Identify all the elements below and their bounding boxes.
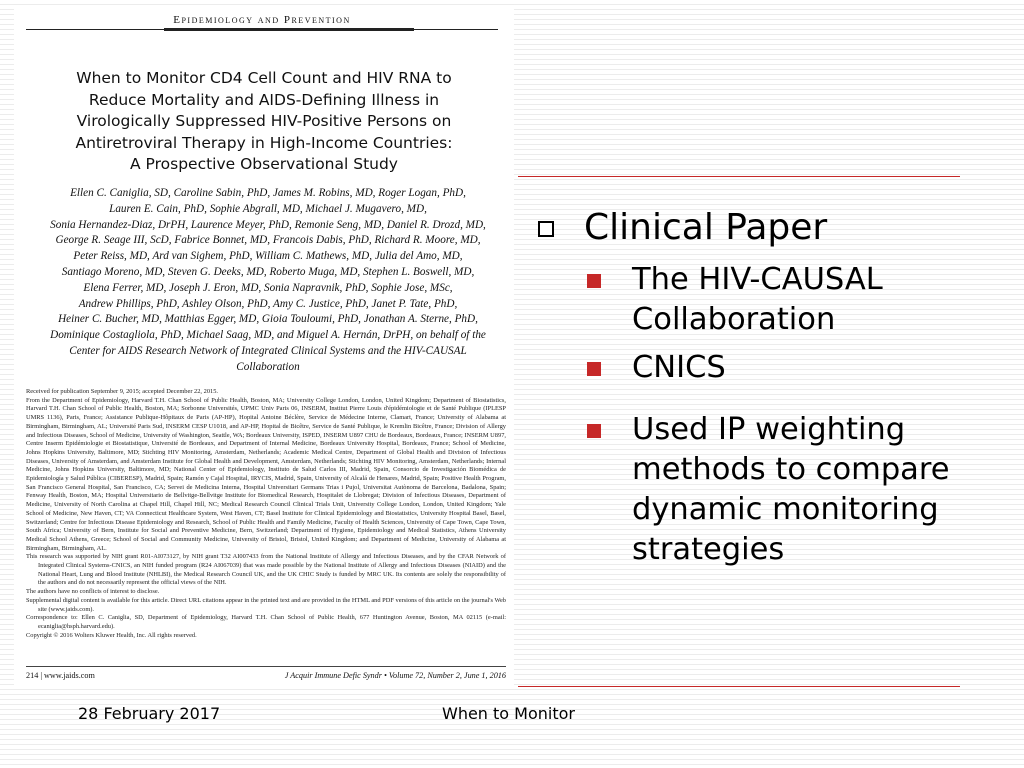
received-note: Received for publication September 9, 2015; accepted December 22, 2015. xyxy=(26,388,219,395)
red-square-bullet-icon xyxy=(587,424,601,438)
author-line: Andrew Phillips, PhD, Ashley Olson, PhD, Amy C. Justice, PhD, Janet P. Tate, PhD, xyxy=(78,297,458,310)
title-line: Antiretroviral Therapy in High-Income Countries: xyxy=(75,133,453,152)
slide-heading: Clinical Paper xyxy=(584,207,828,248)
sub-bullet-text: CNICS xyxy=(632,350,726,385)
author-line: Santiago Moreno, MD, Steven G. Deeks, MD, Roberto Muga, MD, Stephen L. Boswell, MD, xyxy=(61,265,475,278)
slide-top-rule xyxy=(518,176,960,177)
author-line: Heiner C. Bucher, MD, Matthias Egger, MD, Gioia Touloumi, PhD, Jonathan A. Sterne, PhD, xyxy=(58,313,478,326)
author-line: Elena Ferrer, MD, Joseph J. Eron, MD, Sonia Napravnik, PhD, Sophie Jose, MSc, xyxy=(83,281,453,294)
author-line: Dominique Costagliola, PhD, Michael Saag, MD, and Miguel A. Hernán, DrPH, on behalf of the xyxy=(50,329,486,342)
sub-bullet xyxy=(534,260,1004,340)
paper-title xyxy=(34,68,494,176)
paper-footer xyxy=(26,670,506,684)
title-line: Reduce Mortality and AIDS-Defining Illness in xyxy=(88,90,440,109)
sub-bullet-text: Used IP weighting methods to compare dynamic monitoring strategies xyxy=(632,412,950,567)
paper-footer-citation: J Acquir Immune Defic Syndr • Volume 72, Number 2, June 1, 2016 xyxy=(284,671,506,680)
author-line: Sonia Hernandez-Diaz, DrPH, Laurence Meyer, PhD, Remonie Seng, MD, Daniel R. Drozd, MD, xyxy=(50,218,486,231)
journal-header: Epidemiology and Prevention xyxy=(173,14,351,26)
funding-note: This research was supported by NIH grant R01-AI073127, by NIH grant T32 AI007433 from the National Institute of Allergy and Infectious Diseases, and by the CFAR Network of Integrated Clinical Systems-CNICS, an NIH funded program (R24 AI067039) that was made possible by the National Institute of Allergy and Infectious Diseases (NIAID) and the National Heart, Lung and Blood Institute (NHLBI), the Medical Research Council UK, and the UK CHIC Study is funded by MRC UK. Its contents are solely the responsibility of the authors and do not necessarily represent the official views of the NIH. xyxy=(26,553,506,587)
author-line: Lauren E. Cain, PhD, Sophie Abgrall, MD, Michael J. Mugavero, MD, xyxy=(109,202,427,215)
title-line: A Prospective Observational Study xyxy=(130,155,398,173)
supplemental-note: Supplemental digital content is available for this article. Direct URL citations appear in the printed text and are provided in the HTML and PDF versions of this article on the journal's Web site (www.jaids.com). xyxy=(26,596,506,613)
correspondence-note: Correspondence to: Ellen C. Caniglia, SD, Department of Epidemiology, Harvard T.H. Chan School of Public Health, 677 Huntington Avenue, Boston, MA 02115 (e-mail: ecaniglia@hsph.harvard.edu). xyxy=(26,614,506,630)
article-metadata xyxy=(26,388,506,640)
sub-bullet xyxy=(534,348,1004,388)
conflicts-note: The authors have no conflicts of interest to disclose. xyxy=(26,588,160,596)
footer-title: When to Monitor xyxy=(442,704,575,723)
title-line: When to Monitor CD4 Cell Count and HIV RNA to xyxy=(76,69,452,87)
slide-content xyxy=(534,204,1004,570)
title-line: Virologically Suppressed HIV-Positive Persons on xyxy=(76,112,452,130)
heading-bullet xyxy=(534,204,1004,254)
paper-footer-page: 214 | www.jaids.com xyxy=(26,671,95,680)
author-list xyxy=(40,186,496,376)
red-square-bullet-icon xyxy=(587,274,601,288)
copyright-note: Copyright © 2016 Wolters Kluwer Health, Inc. All rights reserved. xyxy=(26,631,197,639)
affiliations: From the Department of Epidemiology, Harvard T.H. Chan School of Public Health, Boston, MA; University College London, London, United Kingdom; Department of Biostatistics, Harvard T.H. Chan School of Public Health, Boston, MA; Sorbonne Universités, UPMC Univ Paris 06, INSERM, Institut Pierre Louis d'épidémiologie et de Santé Publique (IPLESP UMRS 1136), Paris, France; Assistance Publique-Hôpitaux de Paris (AP-HP), Hopital Antoine Béclère, Service de Médecine Interne, Clamart, France; University of Alabama at Birmingham, Birmingham, AL; Université Paris Sud, INSERM CESP U1018, and AP-HP, Hopital de Bicêtre, Service de Santé Publique, le Kremlin Bicêtre, France; Division of Allergy and Infectious Diseases, School of Medicine, University of Washington, Seattle, WA; Bordeaux University, ISPED, INSERM U897 CHU de Bordeaux, Bordeaux, France; INSERM U897, Centre Inserm Epidémiologie et Biostatistique, Université de Bordeaux, and Department of Internal Medicine, Bordeaux University Hospital, Bordeaux, France; School of Medicine, Johns Hopkins University, Baltimore, MD; Stichting HIV Monitoring, Amsterdam, Netherlands; Academic Medical Centre, Department of Global Health and Division of Infectious Diseases, University of Amsterdam, and Amsterdam Institute for Global Health and Development, Amsterdam, Netherlands; Stichting HIV Monitoring, Amsterdam, Netherlands; Internal Medicine, Johns Hopkins University, Baltimore, MD; National Center of Epidemiology, Instituto de Salud Carlos III, Madrid, Spain, Consorcio de Investigación Biomédica de Epidemiología y Salud Pública (CIBERESP), Madrid, Spain; Ramón y Cajal Hospital, IRYCIS, Madrid, Spain, University of Alcalá de Henares, Madrid, Spain; Positive Health Program, San Francisco General Hospital, San Francisco, CA; Servei de Medicina Interna, Hospital Universitari Germans Trias i Pujol, Universitat Autònoma de Barcelona, Badalona, Spain; Fenway Health, Boston, MA; Hospital Universitario de Bellvitge-Bellvitge Institute for Biomedical Research, Hospitalet de Llobregat; Division of Infectious Diseases, Department of Medicine, University of North Carolina at Chapel Hill, Chapel Hill, NC; Medical Research Council Clinical Trials Unit, University College London, London, United Kingdom; Yale School of Medicine, New Haven, CT; VA Connecticut Healthcare System, West Haven, CT; Basel Institute for Clinical Epidemiology and Biostatistics, University Hospital Basel, Basel, Switzerland; Centre for Infectious Disease Epidemiology and Research, School of Public Health and Family Medicine, Faculty of Health Sciences, University of Cape Town, Cape Town, South Africa; University of Bern, Institute for Social and Preventive Medicine, Bern, Switzerland; Department of Hygiene, Epidemiology and Medical Statistics, Athens University Medical School Athens, Greece; School of Social and Community Medicine, University of Bristol, Bristol, United Kingdom; and Department of Medicine, University of Alabama at Birmingham, Birmingham, AL. xyxy=(26,396,506,552)
paper-footer-rule xyxy=(26,666,506,667)
red-square-bullet-icon xyxy=(587,362,601,376)
paper-image xyxy=(14,8,514,688)
sub-bullet-text: The HIV-CAUSAL Collaboration xyxy=(632,262,883,337)
header-rule-thick xyxy=(164,28,414,31)
footer-date: 28 February 2017 xyxy=(78,704,221,723)
author-line: Ellen C. Caniglia, SD, Caroline Sabin, PhD, James M. Robins, MD, Roger Logan, PhD, xyxy=(70,187,466,199)
slide-bottom-rule xyxy=(518,686,960,687)
sub-bullet xyxy=(534,410,1004,570)
hollow-square-bullet-icon xyxy=(538,221,554,237)
author-line: Center for AIDS Research Network of Integrated Clinical Systems and the HIV-CAUSAL Collaboration xyxy=(69,344,467,373)
author-line: Peter Reiss, MD, Ard van Sighem, PhD, William C. Mathews, MD, Julia del Amo, MD, xyxy=(73,250,463,263)
author-line: George R. Seage III, ScD, Fabrice Bonnet, MD, Francois Dabis, PhD, Richard R. Moore, MD, xyxy=(55,234,481,247)
